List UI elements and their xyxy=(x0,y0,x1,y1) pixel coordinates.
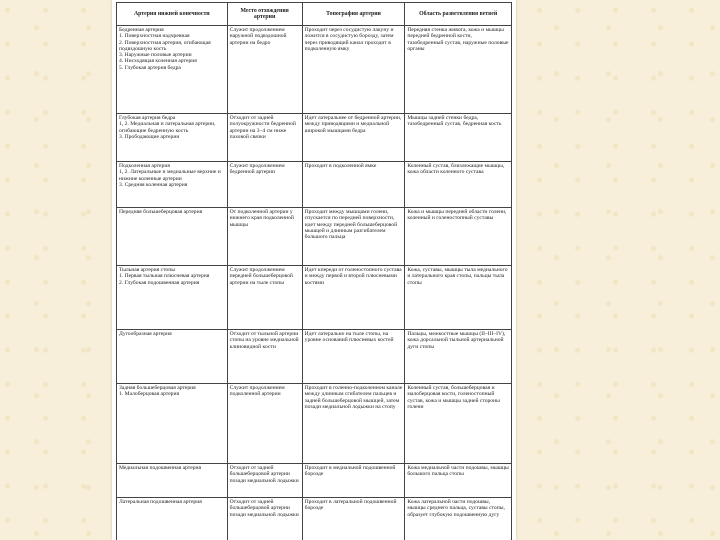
cell-line: 1. Малоберцовая артерия xyxy=(119,391,180,398)
cell-line: Передняя большеберцовая артерия xyxy=(119,209,203,215)
cell-line: 2. Поверхностная артерия, огибающая подвздошную кость xyxy=(119,39,211,52)
cell-line: Тыльная артерия стопы xyxy=(119,267,175,273)
cell-line: Глубокая артерия бедра xyxy=(119,115,176,121)
cell-origin xyxy=(227,162,302,208)
cell-origin xyxy=(227,26,302,114)
cell-line: 1, 2. Латеральные и медиальные верхние и нижние коленные артерии xyxy=(119,169,221,182)
document-page xyxy=(112,0,516,540)
table-row xyxy=(117,498,512,540)
cell-line: Идет латерально на тыле стопы, на уровне оснований плюсневых костей xyxy=(304,331,394,344)
cell-origin xyxy=(227,498,302,540)
cell-topography xyxy=(302,162,405,208)
cell-line: Служит продолжением подколенной артерии xyxy=(229,385,285,398)
cell-line: Коленный сустав, большеберцовая и малоберцовая кости, голеностопный сустав, кожа и мышцы задней стороны голени xyxy=(407,385,500,410)
cell-line: Пальцы, межкостные мышцы (II–III–IV), кожа дорсальной тыльной артериальной дуги стопы xyxy=(407,331,506,350)
cell-artery xyxy=(117,162,228,208)
cell-line: Кожа медиальной части подошвы, мышцы большого пальца стопы xyxy=(407,465,509,478)
cell-topography xyxy=(302,266,405,330)
cell-line: 5. Глубокая артерия бедра xyxy=(119,64,181,71)
cell-line: 4. Нисходящая коленная артерия xyxy=(119,58,197,65)
cell-line: Отходит от задней полуокружности бедренной артерии на 3–4 см ниже паховой связки xyxy=(229,115,296,140)
cell-branches xyxy=(405,384,512,464)
cell-line: Проходит через сосудистую лакуну и ложится в сосудистую борозду, затем через приводящий канал проходит в подколенную ямку xyxy=(304,27,394,52)
cell-branches xyxy=(405,498,512,540)
cell-line: Латеральная подошвенная артерия xyxy=(119,499,202,505)
cell-artery xyxy=(117,26,228,114)
cell-line: Проходит в латеральной подошвенной борозде xyxy=(304,499,397,512)
cell-line: Идет латеральнее от бедренной артерии, между приводящими и медиальной широкой мышцами бедра xyxy=(304,115,402,134)
cell-line: Кожа, суставы, мышцы тыла медиального и латерального края стопы, пальцы тыла стопы xyxy=(407,267,508,286)
table-row xyxy=(117,114,512,162)
cell-artery xyxy=(117,114,228,162)
cell-branches xyxy=(405,114,512,162)
cell-artery xyxy=(117,330,228,384)
cell-line: 3. Наружные половые артерии xyxy=(119,52,192,59)
header-origin: Место отхождения артерии xyxy=(227,3,302,26)
cell-topography xyxy=(302,384,405,464)
cell-topography xyxy=(302,330,405,384)
cell-artery xyxy=(117,464,228,498)
cell-line: Проходит в подколенной ямке xyxy=(304,163,377,169)
table-row xyxy=(117,208,512,266)
cell-line: 2. Глубокая подошвенная артерия xyxy=(119,279,200,286)
cell-line: Отходит от тыльной артерии стопы на уровне медиальной клиновидной кости xyxy=(229,331,299,350)
cell-branches xyxy=(405,330,512,384)
cell-origin xyxy=(227,464,302,498)
table-row xyxy=(117,330,512,384)
cell-line: Отходит от задней большеберцовой артерии позади медиальной лодыжки xyxy=(229,465,299,484)
cell-artery xyxy=(117,266,228,330)
cell-line: Идет кпереди от голеностопного сустава и между первой и второй плюсневыми костями xyxy=(304,267,402,286)
cell-branches xyxy=(405,26,512,114)
cell-line: Мышцы задней стенки бедра, тазобедренный сустав, бедренная кость xyxy=(407,115,502,128)
table-body xyxy=(117,26,512,540)
header-branches: Область разветвления ветвей xyxy=(405,3,512,26)
cell-line: Служит продолжением бедренной артерии xyxy=(229,163,285,176)
cell-topography xyxy=(302,208,405,266)
cell-artery xyxy=(117,498,228,540)
cell-line: Медиальная подошвенная артерия xyxy=(119,465,202,471)
cell-branches xyxy=(405,464,512,498)
cell-line: 1. Поверхностная надчревная xyxy=(119,33,190,40)
cell-line: Проходит в медиальной подошвенной борозде xyxy=(304,465,396,478)
cell-line: Кожа и мышцы передней области голени, коленный и голеностопный суставы xyxy=(407,209,507,222)
cell-line: Дугообразная артерия xyxy=(119,331,172,337)
cell-line: Проходит между мышцами голени, спускается по передней поверхности, идет между передней большеберцовой мышцей и длинным разгибателем большого пальца xyxy=(304,209,398,241)
cell-line: Служит продолжением передней большеберцовой артерии на тыле стопы xyxy=(229,267,293,286)
cell-line: Бедренная артерия xyxy=(119,27,164,33)
header-artery: Артерия нижней конечности xyxy=(117,3,228,26)
cell-origin xyxy=(227,384,302,464)
cell-origin xyxy=(227,208,302,266)
cell-topography xyxy=(302,114,405,162)
cell-line: 1. Первая тыльная плюсневая артерия xyxy=(119,273,210,280)
cell-origin xyxy=(227,114,302,162)
cell-origin xyxy=(227,266,302,330)
cell-branches xyxy=(405,208,512,266)
cell-line: Кожа латеральной части подошвы, мышцы среднего пальца, суставы стопы, образует глубокую подошвенную дугу xyxy=(407,499,505,518)
cell-line: Подколенная артерия xyxy=(119,163,170,169)
cell-topography xyxy=(302,498,405,540)
cell-line: Отходит от задней большеберцовой артерии позади медиальной лодыжки xyxy=(229,499,299,518)
cell-line: Коленный сустав, близлежащие мышцы, кожа области коленного сустава xyxy=(407,163,505,176)
table-row xyxy=(117,266,512,330)
cell-branches xyxy=(405,266,512,330)
cell-topography xyxy=(302,464,405,498)
cell-line: Проходит в голенно-подколенном канале между длинным сгибателем пальцев и задней большеберцовой мышцей, затем позади медиальной лодыжки на стопу xyxy=(304,385,403,410)
artery-table xyxy=(116,2,512,540)
table-row xyxy=(117,162,512,208)
cell-line: 3. Прободающие артерии xyxy=(119,133,180,140)
cell-line: 3. Средняя коленная артерия xyxy=(119,181,188,188)
table-row xyxy=(117,384,512,464)
cell-line: 1, 2. Медиальная и латеральная артерии, огибающие бедренную кость xyxy=(119,121,216,134)
cell-artery xyxy=(117,208,228,266)
cell-origin xyxy=(227,330,302,384)
table-row xyxy=(117,464,512,498)
header-topography: Топография артерии xyxy=(302,3,405,26)
cell-line: Служит продолжением наружной подвздошной артерии на бедро xyxy=(229,27,287,46)
table-header-row xyxy=(117,3,512,26)
cell-topography xyxy=(302,26,405,114)
table-row xyxy=(117,26,512,114)
cell-artery xyxy=(117,384,228,464)
cell-branches xyxy=(405,162,512,208)
cell-line: От подколенной артерии у нижнего края подколенной мышцы xyxy=(229,209,294,228)
cell-line: Передняя стенка живота, кожа и мышцы передней бедренной кости, тазобедренный сустав, наружные половые органы xyxy=(407,27,509,52)
cell-line: Задняя большеберцовая артерия xyxy=(119,385,196,391)
